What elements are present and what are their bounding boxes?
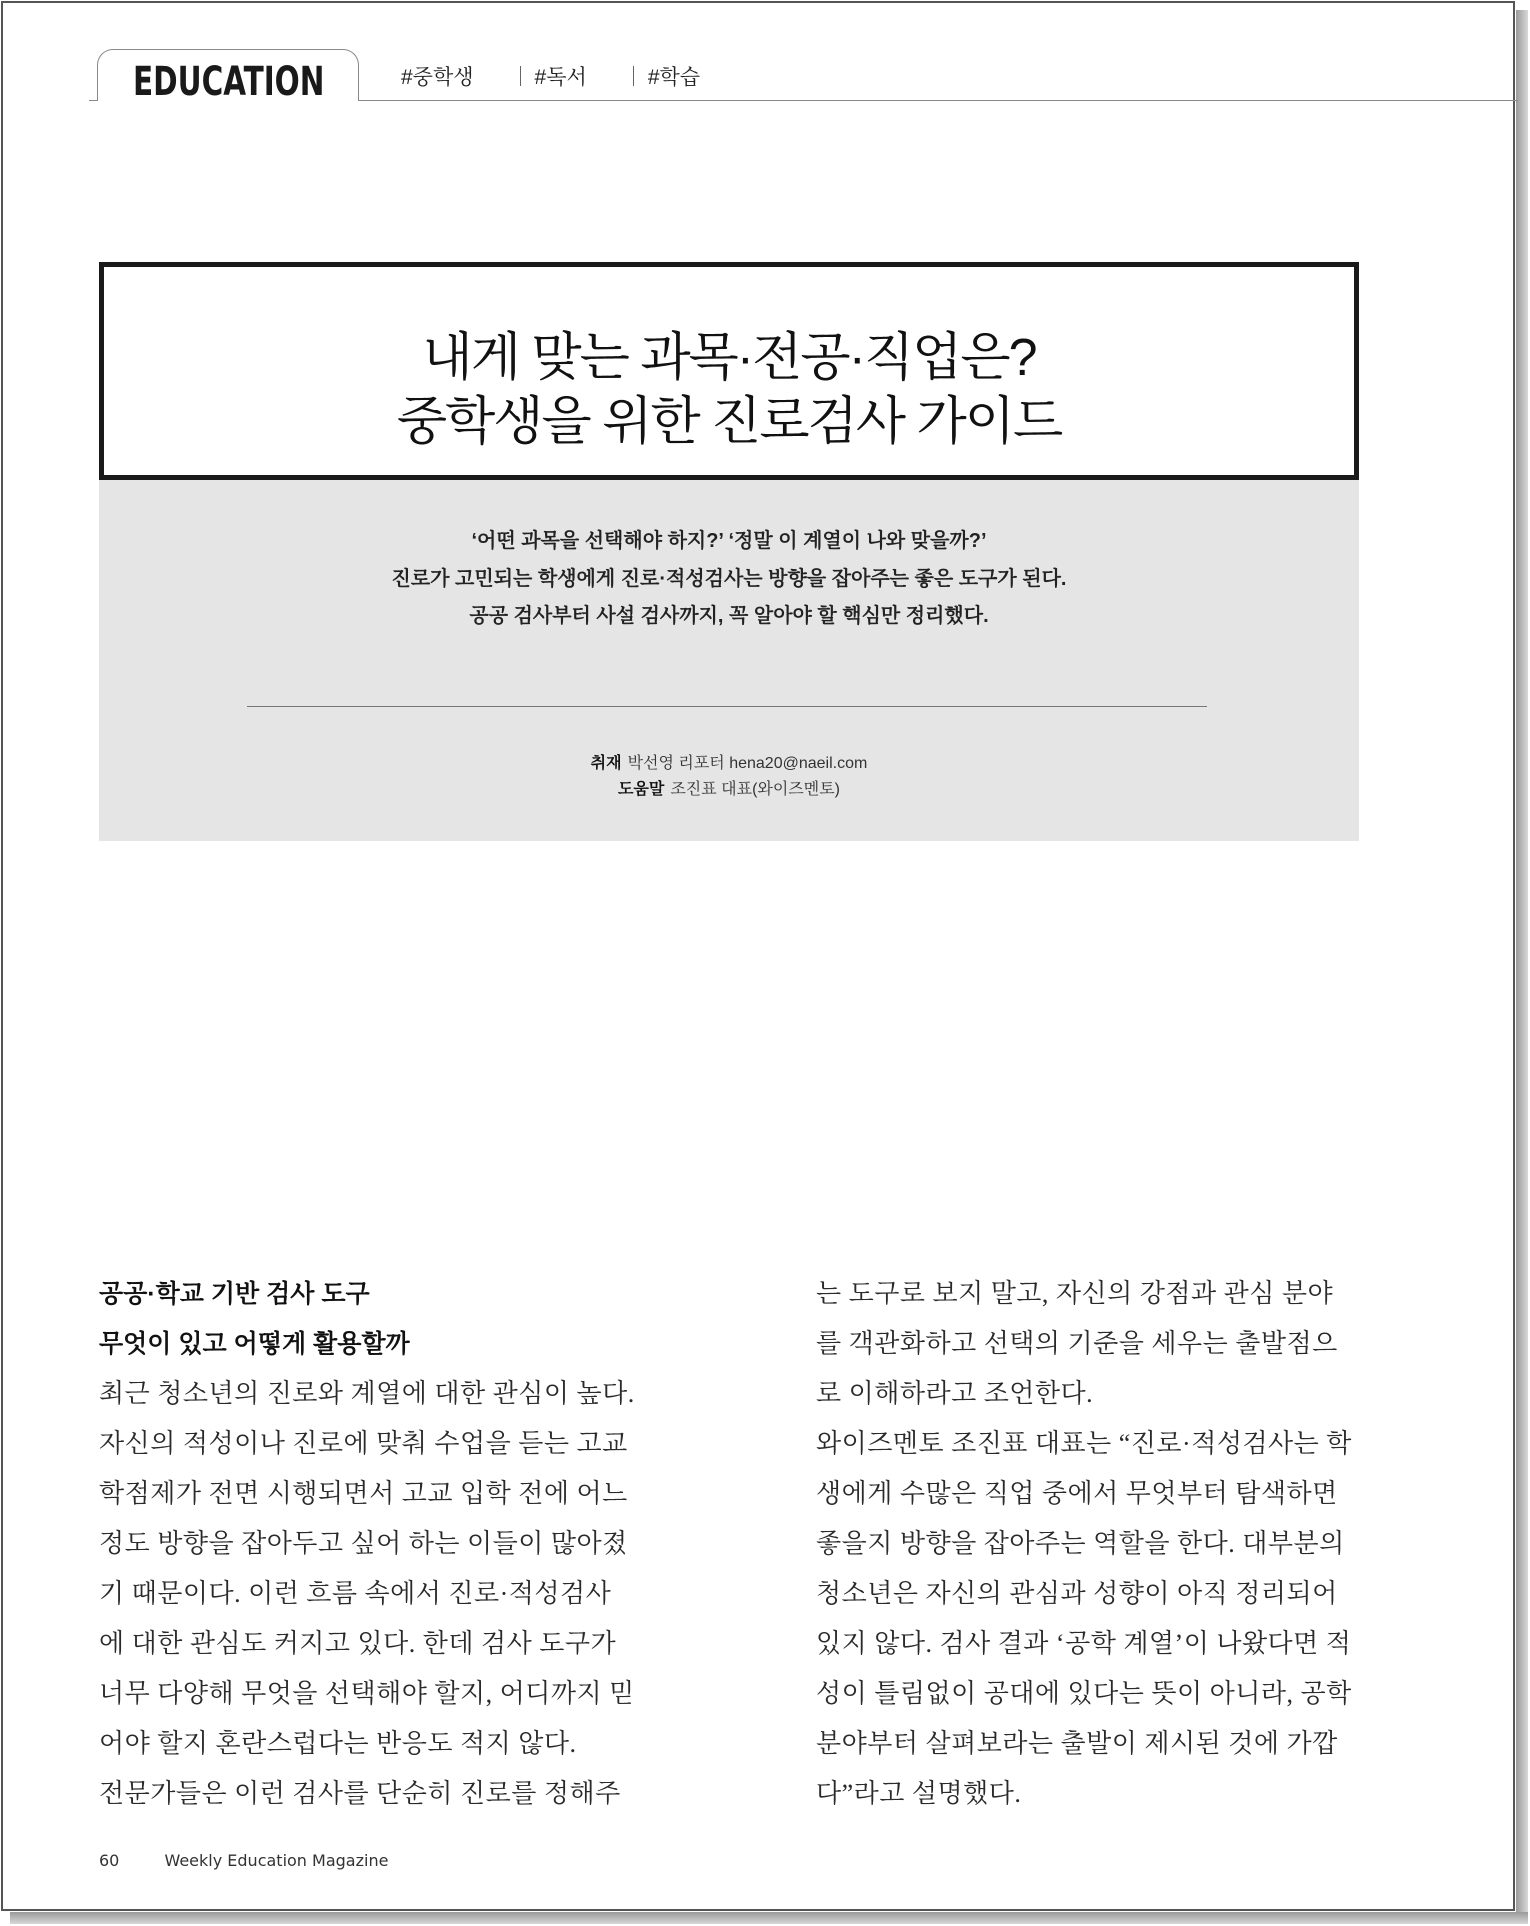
body-text-line: 있지 않다. 검사 결과 ‘공학 계열’이 나왔다면 적 xyxy=(816,1629,1352,1658)
magazine-page xyxy=(1,1,1515,1911)
body-text-line: 분야부터 살펴보라는 출발이 제시된 것에 가깝 xyxy=(816,1729,1338,1758)
intro-line: 공공 검사부터 사설 검사까지, 꼭 알아야 할 핵심만 정리했다. xyxy=(469,605,989,627)
article-subhead-line-1: 공공·학교 기반 검사 도구 xyxy=(99,1280,370,1308)
page-edge-shadow-right xyxy=(1516,10,1528,1922)
tag-middle-school[interactable]: #중학생 xyxy=(401,66,474,89)
body-text-line: 정도 방향을 잡아두고 싶어 하는 이들이 많아졌 xyxy=(99,1529,628,1558)
article-column-left xyxy=(99,1269,639,1819)
body-text-line: 최근 청소년의 진로와 계열에 대한 관심이 높다. xyxy=(99,1379,635,1408)
tag-study[interactable]: #학습 xyxy=(647,66,701,89)
article-column-right xyxy=(816,1269,1356,1819)
article-title-box xyxy=(99,262,1359,480)
tag-separator xyxy=(633,66,634,86)
intro-line: ‘어떤 과목을 선택해야 하지?’ ‘정말 이 계열이 나와 맞을까?’ xyxy=(471,530,987,552)
body-text-line: 좋을지 방향을 잡아주는 역할을 한다. 대부분의 xyxy=(816,1529,1345,1558)
body-text-line: 전문가들은 이런 검사를 단순히 진로를 정해주 xyxy=(99,1779,621,1808)
reporter-credit xyxy=(99,750,1359,773)
article-subhead-line-2: 무엇이 있고 어떻게 활용할까 xyxy=(99,1330,410,1358)
section-label: EDUCATION xyxy=(133,59,325,105)
body-text-line: 다”라고 설명했다. xyxy=(816,1779,1022,1808)
intro-panel xyxy=(99,480,1359,841)
tag-list xyxy=(401,61,700,91)
helper-label: 도움말 xyxy=(617,781,665,798)
body-text-line: 와이즈멘토 조진표 대표는 “진로·적성검사는 학 xyxy=(816,1429,1352,1458)
body-text-line: 어야 할지 혼란스럽다는 반응도 적지 않다. xyxy=(99,1729,577,1758)
tag-reading[interactable]: #독서 xyxy=(534,66,587,89)
body-text-line: 생에게 수많은 직업 중에서 무엇부터 탐색하면 xyxy=(816,1479,1338,1508)
body-text-line: 에 대한 관심도 커지고 있다. 한데 검사 도구가 xyxy=(99,1629,617,1658)
body-text-line: 성이 틀림없이 공대에 있다는 뜻이 아니라, 공학 xyxy=(816,1679,1352,1708)
helper-info: 조진표 대표(와이즈멘토) xyxy=(670,781,841,798)
page-number: 60 xyxy=(99,1851,120,1870)
reporter-info: 박선영 리포터 hena20@naeil.com xyxy=(627,755,868,772)
article-title-line-2: 중학생을 위한 진로검사 가이드 xyxy=(396,393,1062,451)
page-edge-shadow-bottom xyxy=(10,1912,1528,1924)
intro-divider xyxy=(247,706,1207,707)
tag-separator xyxy=(520,66,521,86)
intro-line: 진로가 고민되는 학생에게 진로·적성검사는 방향을 잡아주는 좋은 도구가 된다. xyxy=(391,568,1067,590)
article-title-line-1: 내게 맞는 과목·전공·직업은? xyxy=(422,329,1036,387)
body-text-line: 너무 다양해 무엇을 선택해야 할지, 어디까지 믿 xyxy=(99,1679,635,1708)
body-text-line: 자신의 적성이나 진로에 맞춰 수업을 듣는 고교 xyxy=(99,1429,628,1458)
helper-credit xyxy=(99,776,1359,799)
body-text-line: 기 때문이다. 이런 흐름 속에서 진로·적성검사 xyxy=(99,1579,612,1608)
body-text-line: 학점제가 전면 시행되면서 고교 입학 전에 어느 xyxy=(99,1479,628,1508)
body-text-line: 를 객관화하고 선택의 기준을 세우는 출발점으 xyxy=(816,1329,1338,1358)
header-rule xyxy=(358,100,1518,101)
body-text-line: 는 도구로 보지 말고, 자신의 강점과 관심 분야 xyxy=(816,1279,1334,1308)
publication-name: Weekly Education Magazine xyxy=(164,1851,389,1870)
body-text-line: 로 이해하라고 조언한다. xyxy=(816,1379,1094,1408)
reporter-label: 취재 xyxy=(590,755,622,772)
body-text-line: 청소년은 자신의 관심과 성향이 아직 정리되어 xyxy=(816,1579,1338,1608)
page-footer xyxy=(99,1851,388,1870)
